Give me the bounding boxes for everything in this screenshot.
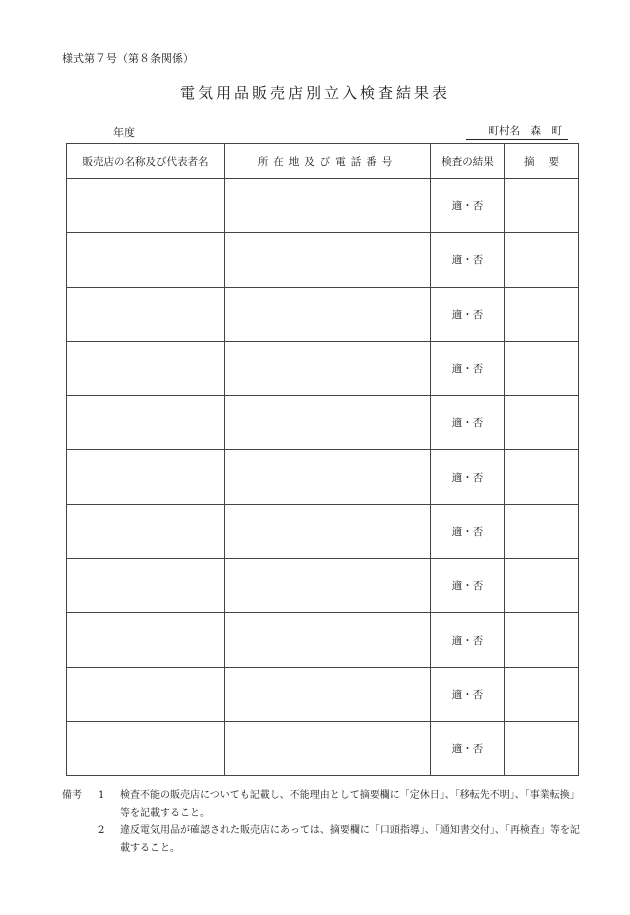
inspection-result-cell[interactable]: 適・否: [431, 450, 505, 504]
remark-number: 2: [98, 825, 105, 836]
header-store-name: 販売店の名称及び代表者名: [67, 144, 225, 179]
remark-number: 1: [98, 790, 105, 801]
store-name-cell[interactable]: [67, 341, 225, 395]
table-row: [67, 341, 579, 395]
note-cell[interactable]: [505, 721, 579, 775]
store-name-cell[interactable]: [67, 450, 225, 504]
header-address-phone: 所在地及び電話番号: [225, 144, 431, 179]
address-phone-cell[interactable]: [225, 667, 431, 721]
note-cell[interactable]: [505, 667, 579, 721]
header-inspection-result: 検査の結果: [431, 144, 505, 179]
inspection-result-cell[interactable]: 適・否: [431, 396, 505, 450]
table-row: [67, 667, 579, 721]
address-phone-cell[interactable]: [225, 396, 431, 450]
store-name-cell[interactable]: [67, 667, 225, 721]
table-row: [67, 721, 579, 775]
note-cell[interactable]: [505, 179, 579, 233]
table-row: [67, 287, 579, 341]
town-name-field: 町村名 森 町: [466, 123, 568, 140]
store-name-cell[interactable]: [67, 287, 225, 341]
table-row: [67, 179, 579, 233]
remark-text: 違反電気用品が確認された販売店にあっては、摘要欄に「口頭指導」、「通知書交付」、「再検査」等を記載すること。: [120, 825, 580, 854]
table-row: [67, 504, 579, 558]
inspection-result-cell[interactable]: 適・否: [431, 341, 505, 395]
note-cell[interactable]: [505, 287, 579, 341]
remarks: [62, 787, 582, 857]
page-title: 電気用品販売店別立入検査結果表: [179, 84, 450, 102]
inspection-results-table: [66, 143, 579, 776]
store-name-cell[interactable]: [67, 179, 225, 233]
address-phone-cell[interactable]: [225, 504, 431, 558]
note-cell[interactable]: [505, 341, 579, 395]
address-phone-cell[interactable]: [225, 613, 431, 667]
inspection-result-cell[interactable]: 適・否: [431, 721, 505, 775]
address-phone-cell[interactable]: [225, 341, 431, 395]
address-phone-cell[interactable]: [225, 233, 431, 287]
table-row: [67, 450, 579, 504]
store-name-cell[interactable]: [67, 504, 225, 558]
inspection-result-cell[interactable]: 適・否: [431, 504, 505, 558]
store-name-cell[interactable]: [67, 233, 225, 287]
table-header-row: [67, 144, 579, 179]
inspection-result-cell[interactable]: 適・否: [431, 613, 505, 667]
header-note: 摘要: [505, 144, 579, 179]
store-name-cell[interactable]: [67, 559, 225, 613]
note-cell[interactable]: [505, 450, 579, 504]
remark-item: [62, 787, 582, 822]
note-cell[interactable]: [505, 504, 579, 558]
address-phone-cell[interactable]: [225, 287, 431, 341]
store-name-cell[interactable]: [67, 721, 225, 775]
note-cell[interactable]: [505, 396, 579, 450]
table-row: [67, 396, 579, 450]
table-row: [67, 559, 579, 613]
note-cell[interactable]: [505, 559, 579, 613]
remark-text: 検査不能の販売店についても記載し、不能理由として摘要欄に「定休日」、「移転先不明」、「事業転換」等を記載すること。: [120, 790, 580, 819]
address-phone-cell[interactable]: [225, 721, 431, 775]
table-row: [67, 233, 579, 287]
inspection-result-cell[interactable]: 適・否: [431, 559, 505, 613]
note-cell[interactable]: [505, 233, 579, 287]
address-phone-cell[interactable]: [225, 559, 431, 613]
inspection-result-cell[interactable]: 適・否: [431, 233, 505, 287]
year-label: 年度: [113, 126, 135, 139]
inspection-result-cell[interactable]: 適・否: [431, 179, 505, 233]
store-name-cell[interactable]: [67, 613, 225, 667]
form-number: 様式第７号（第８条関係）: [62, 52, 194, 65]
store-name-cell[interactable]: [67, 396, 225, 450]
inspection-result-cell[interactable]: 適・否: [431, 287, 505, 341]
address-phone-cell[interactable]: [225, 450, 431, 504]
table-row: [67, 613, 579, 667]
remark-item: [62, 822, 582, 857]
note-cell[interactable]: [505, 613, 579, 667]
inspection-result-cell[interactable]: 適・否: [431, 667, 505, 721]
address-phone-cell[interactable]: [225, 179, 431, 233]
remarks-label: 備考: [62, 790, 82, 801]
